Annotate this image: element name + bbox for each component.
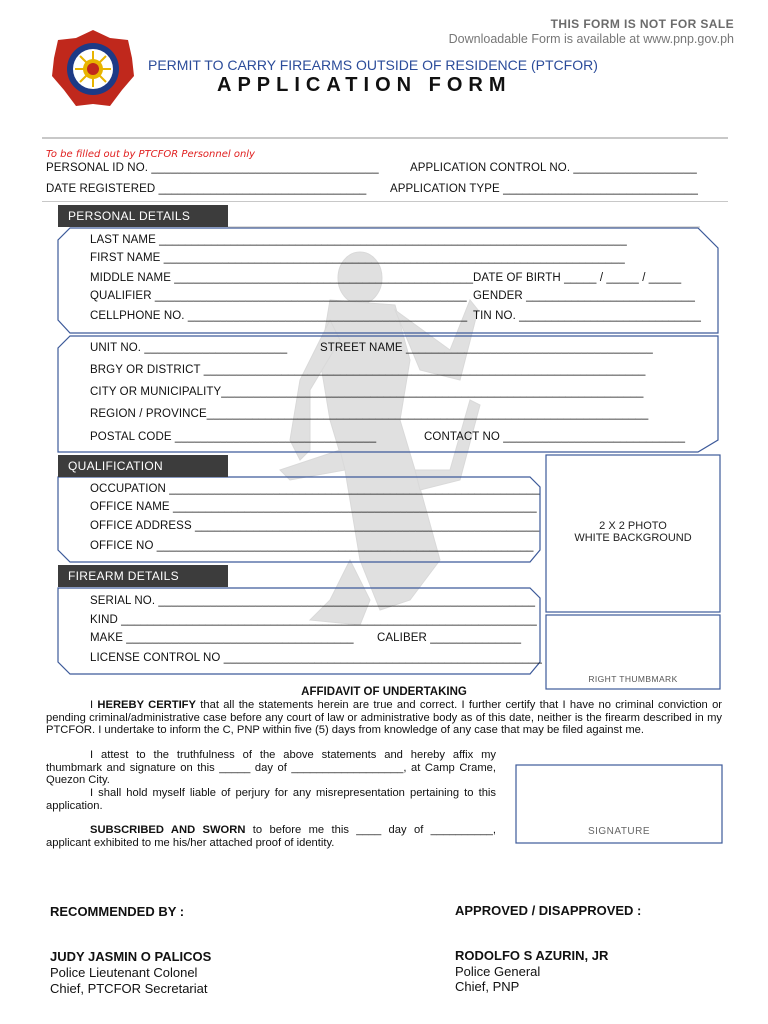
- recommended-title: Chief, PTCFOR Secretariat: [50, 981, 208, 996]
- unit-no-field[interactable]: UNIT NO. ______________________: [90, 342, 288, 354]
- application-type-field[interactable]: APPLICATION TYPE ______________________________: [390, 183, 698, 195]
- hereby-certify: HEREBY CERTIFY: [97, 699, 196, 711]
- office-name-field[interactable]: OFFICE NAME ________________________________________________________: [90, 501, 537, 513]
- signature-label: SIGNATURE: [587, 826, 651, 837]
- contact-no-field[interactable]: CONTACT NO ____________________________: [424, 431, 686, 443]
- photo-box-caption: [546, 520, 720, 544]
- kind-field[interactable]: KIND ________________________________________________________________: [90, 614, 537, 626]
- occupation-field[interactable]: OCCUPATION _________________________________________________________: [90, 483, 540, 495]
- office-no-field[interactable]: OFFICE NO __________________________________________________________: [90, 540, 534, 552]
- approved-title: Chief, PNP: [455, 979, 520, 994]
- gender-field[interactable]: GENDER __________________________: [473, 290, 695, 302]
- date-registered-field[interactable]: DATE REGISTERED ________________________________: [46, 183, 367, 195]
- tab-personal-details: PERSONAL DETAILS: [58, 205, 228, 227]
- affidavit-paragraph-4: SUBSCRIBED AND SWORN to before me this ____ day of __________, applicant exhibited to me his/her attached proof of identity.: [46, 824, 496, 849]
- region-field[interactable]: REGION / PROVINCE____________________________________________________________________: [90, 408, 649, 420]
- personal-id-field[interactable]: PERSONAL ID NO. ___________________________________: [46, 162, 379, 174]
- approved-rank: Police General: [455, 964, 541, 979]
- approved-name: RODOLFO S AZURIN, JR: [455, 948, 609, 963]
- pnp-seal-logo: [50, 28, 136, 110]
- caliber-field[interactable]: CALIBER ______________: [377, 632, 522, 644]
- tab-qualification: QUALIFICATION: [58, 455, 228, 477]
- qualifier-field[interactable]: QUALIFIER ________________________________________________: [90, 290, 467, 302]
- middle-name-field[interactable]: MIDDLE NAME ______________________________________________: [90, 272, 474, 284]
- first-name-field[interactable]: FIRST NAME _______________________________________________________________________: [90, 252, 625, 264]
- last-name-field[interactable]: LAST NAME ________________________________________________________________________: [90, 234, 627, 246]
- cellphone-field[interactable]: CELLPHONE NO. ___________________________________________: [90, 310, 468, 322]
- right-thumbmark-label: RIGHT THUMBMARK: [588, 674, 678, 684]
- affidavit-title: AFFIDAVIT OF UNDERTAKING: [301, 686, 467, 698]
- download-note: Downloadable Form is available at www.pnp.gov.ph: [448, 32, 734, 46]
- recommended-by-label: RECOMMENDED BY :: [50, 904, 185, 919]
- office-address-field[interactable]: OFFICE ADDRESS _____________________________________________________: [90, 520, 540, 532]
- subscribed-and-sworn: SUBSCRIBED AND SWORN: [90, 824, 246, 836]
- affidavit-paragraph-1: I HEREBY CERTIFY that all the statements herein are true and correct. I further certify that I have no criminal conviction or pending criminal/administrative case before any court of law or administrative body as of this date, neither is the firearm described in my PTCFOR. I undertake to inform the C, PNP within five (5) days from knowledge of any case that may be filed against me.: [46, 699, 723, 737]
- date-of-birth-field[interactable]: DATE OF BIRTH _____ / _____ / _____: [473, 272, 682, 284]
- recommended-name: JUDY JASMIN O PALICOS: [50, 949, 212, 964]
- make-field[interactable]: MAKE ___________________________________: [90, 632, 354, 644]
- tin-field[interactable]: TIN NO. ____________________________: [473, 310, 702, 322]
- photo-background-label: WHITE BACKGROUND: [574, 532, 692, 544]
- affidavit-paragraph-2: I attest to the truthfulness of the above statements and hereby affix my thumbmark and signature on this _____ day of __________________, at Camp Crame, Quezon City.: [46, 749, 496, 787]
- header-divider: [42, 137, 728, 139]
- license-control-field[interactable]: LICENSE CONTROL NO _________________________________________________: [90, 652, 543, 664]
- street-name-field[interactable]: STREET NAME ______________________________________: [320, 342, 653, 354]
- city-field[interactable]: CITY OR MUNICIPALITY_________________________________________________________________: [90, 386, 644, 398]
- office-use-note: To be filled out by PTCFOR Personnel only: [46, 149, 255, 160]
- photo-size-label: 2 X 2 PHOTO: [599, 520, 667, 532]
- not-for-sale-notice: THIS FORM IS NOT FOR SALE: [550, 17, 734, 31]
- tab-firearm-details: FIREARM DETAILS: [58, 565, 228, 587]
- application-control-field[interactable]: APPLICATION CONTROL NO. ___________________: [410, 162, 697, 174]
- application-form-title: APPLICATION FORM: [217, 74, 512, 96]
- postal-code-field[interactable]: POSTAL CODE _______________________________: [90, 431, 377, 443]
- serial-no-field[interactable]: SERIAL NO. __________________________________________________________: [90, 595, 536, 607]
- recommended-rank: Police Lieutenant Colonel: [50, 965, 198, 980]
- office-use-divider: [42, 201, 728, 202]
- affidavit-paragraph-3: I shall hold myself liable of perjury for any misrepresentation pertaining to this application.: [46, 787, 496, 812]
- brgy-field[interactable]: BRGY OR DISTRICT ____________________________________________________________________: [90, 364, 646, 376]
- permit-title: PERMIT TO CARRY FIREARMS OUTSIDE OF RESIDENCE (PTCFOR): [148, 57, 598, 73]
- approved-label: APPROVED / DISAPPROVED :: [455, 903, 642, 918]
